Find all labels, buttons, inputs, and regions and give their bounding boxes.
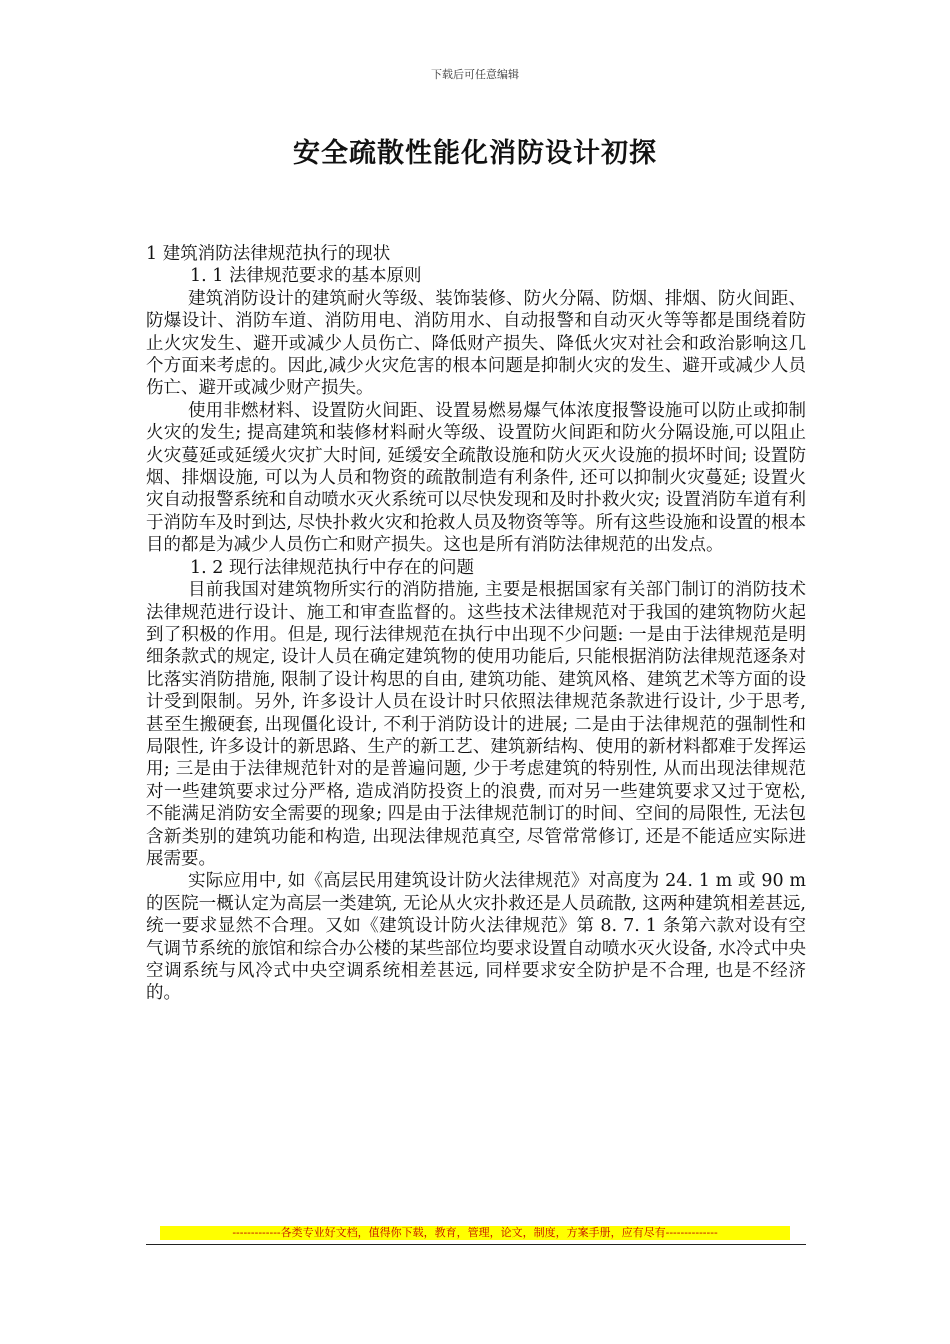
paragraph-1: 建筑消防设计的建筑耐火等级、装饰装修、防火分隔、防烟、排烟、防火间距、防爆设计、消防车道、消防用电、消防用水、自动报警和自动灭火等等都是围绕着防止火灾发生、避开或减少人员伤亡、降低财产损失、降低火灾对社会和政治影响这几个方面来考虑的。因此,减少火灾危害的根本问题是抑制火灾的发生、避开或减少人员伤亡、避开或减少财产损失。 — [146, 288, 806, 399]
paragraph-3: 目前我国对建筑物所实行的消防措施, 主要是根据国家有关部门制订的消防技术法律规范进行设计、施工和审查监督的。这些技术法律规范对于我国的建筑物防火起到了积极的作用。但是, 现行法律规范在执行中出现不少问题: 一是由于法律规范是明细条款式的规定, 设计人员在确定建筑物的使用功能后, 只能根据消防法律规范逐条对比落实消防措施, 限制了设计构思的自由, 建筑功能、建筑风格、建筑艺术等方面的设计受到限制。另外, 许多设计人员在设计时只依照法律规范条款进行设计, 少于思考, 甚至生搬硬套, 出现僵化设计, 不利于消防设计的进展; 二是由于法律规范的强制性和局限性, 许多设计的新思路、生产的新工艺、建筑新结构、使用的新材料都难于发挥运用; 三是由于法律规范针对的是普遍问题, 少于考虑建筑的特别性, 从而出现法律规范对一些建筑要求过分严格, 造成消防投资上的浪费, 而对另一些建筑要求又过于宽松, 不能满足消防安全需要的现象; 四是由于法律规范制订的时间、空间的局限性, 无法包含新类别的建筑功能和构造, 出现法律规范真空, 尽管常常修订, 还是不能适应实际进展需要。 — [146, 580, 806, 869]
section-heading-1: 1 建筑消防法律规范执行的现状 — [146, 244, 391, 264]
document-body — [146, 243, 806, 1005]
paragraph-2: 使用非燃材料、设置防火间距、设置易燃易爆气体浓度报警设施可以防止或抑制火灾的发生; 提高建筑和装修材料耐火等级、设置防火间距和防火分隔设施,可以阻止火灾蔓延或延缓火灾扩大时间, 延缓安全疏散设施和防火灭火设施的损坏时间; 设置防烟、排烟设施, 可以为人员和物资的疏散制造有利条件, 还可以抑制火灾蔓延; 设置火灾自动报警系统和自动喷水灭火系统可以尽快发现和及时扑救火灾; 设置消防车道有利于消防车及时到达, 尽快扑救火灾和抢救人员及物资等等。所有这些设施和设置的根本目的都是为减少人员伤亡和财产损失。这也是所有消防法律规范的出发点。 — [146, 400, 806, 556]
header-note: 下载后可任意编辑 — [431, 68, 519, 81]
footer-rule — [146, 1244, 806, 1245]
section-heading-1-1: 1. 1 法律规范要求的基本原则 — [190, 266, 422, 287]
footer-banner: -------------各类专业好文档，值得你下载，教育，管理，论文，制度，方案手册，应有尽有-------------- — [160, 1226, 790, 1240]
document-title: 安全疏散性能化消防设计初探 — [293, 138, 657, 169]
section-heading-1-2: 1. 2 现行法律规范执行中存在的问题 — [190, 557, 474, 578]
paragraph-4: 实际应用中, 如《高层民用建筑设计防火法律规范》对高度为 24. 1 m 或 90 m 的医院一概认定为高层一类建筑, 无论从火灾扑救还是人员疏散, 这两种建筑相差甚远, 统一要求显然不合理。又如《建筑设计防火法律规范》第 8. 7. 1 条第六款对设有空气调节系统的旅馆和综合办公楼的某些部位均要求设置自动喷水灭火设备, 水冷式中央空调系统与风冷式中央空调系统相差甚远, 同样要求安全防护是不合理, 也是不经济的。 — [146, 871, 806, 1004]
